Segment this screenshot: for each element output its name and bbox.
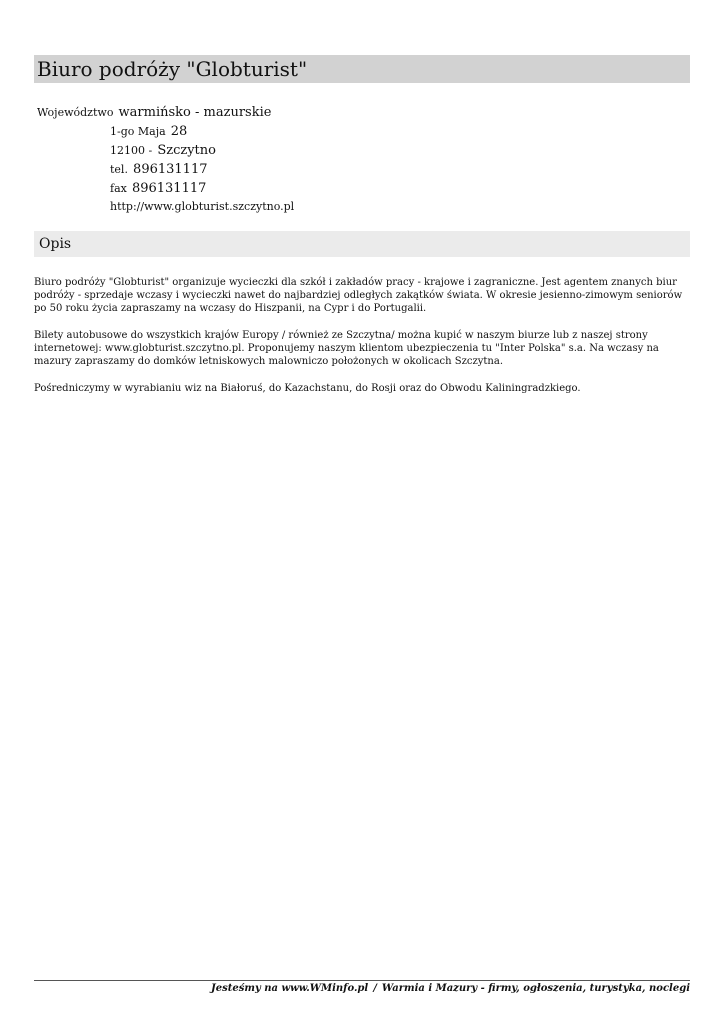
footer-divider — [34, 980, 690, 981]
title-bar — [34, 55, 690, 83]
fax-number: 896131117 — [131, 181, 207, 196]
phone-row — [110, 160, 208, 178]
footer-site-link[interactable]: Jesteśmy na www.WMinfo.pl — [211, 983, 369, 994]
phone-number: 896131117 — [133, 162, 208, 177]
phone-label: tel. — [110, 163, 128, 176]
region-value: warmińsko - mazurskie — [118, 105, 272, 120]
fax-row — [110, 179, 206, 197]
description-heading-bar — [34, 231, 690, 257]
footer — [211, 982, 690, 995]
description-paragraph-2: Bilety autobusowe do wszystkich krajów Europy / również ze Szczytna/ można kupić w naszym biurze lub z naszej strony internetowej: www.globturist.szczytno.pl. Proponujemy naszym klientom ubezpieczenia tu "Inter Polska" s.a. Na wczasy na mazury zapraszamy do domków letniskowych malowniczo położonych w okolicach Szczytna. — [34, 330, 659, 367]
street-number: 28 — [170, 124, 188, 139]
footer-separator: / — [373, 983, 377, 994]
website-row — [110, 197, 294, 215]
description-heading: Opis — [39, 236, 72, 252]
page-title: Biuro podróży "Globturist" — [37, 57, 308, 81]
region-label: Województwo — [37, 106, 114, 119]
address-row — [110, 122, 187, 140]
description-paragraph-3: Pośredniczymy w wyrabianiu wiz na Białoruś, do Kazachstanu, do Rosji oraz do Obwodu Kaliningradzkiego. — [34, 383, 581, 394]
postal-code: 12100 - — [110, 144, 153, 157]
website-link[interactable]: http://www.globturist.szczytno.pl — [110, 200, 295, 213]
city-name: Szczytno — [157, 143, 216, 158]
postal-row — [110, 141, 216, 159]
region-row — [37, 103, 271, 121]
street-name: 1-go Maja — [110, 125, 166, 138]
description-paragraph-1: Biuro podróży "Globturist" organizuje wycieczki dla szkół i zakładów pracy - krajowe i zagraniczne. Jest agentem znanych biur podróży - sprzedaje wczasy i wycieczki nawet do najbardziej odległych zakątków świata. W okresie jesienno-zimowym seniorów po 50 roku życia zapraszamy na wczasy do Hiszpanii, na Cypr i do Portugalii. — [34, 277, 683, 314]
fax-label: fax — [110, 182, 127, 195]
footer-tagline: Warmia i Mazury - firmy, ogłoszenia, turystyka, noclegi — [381, 983, 690, 994]
